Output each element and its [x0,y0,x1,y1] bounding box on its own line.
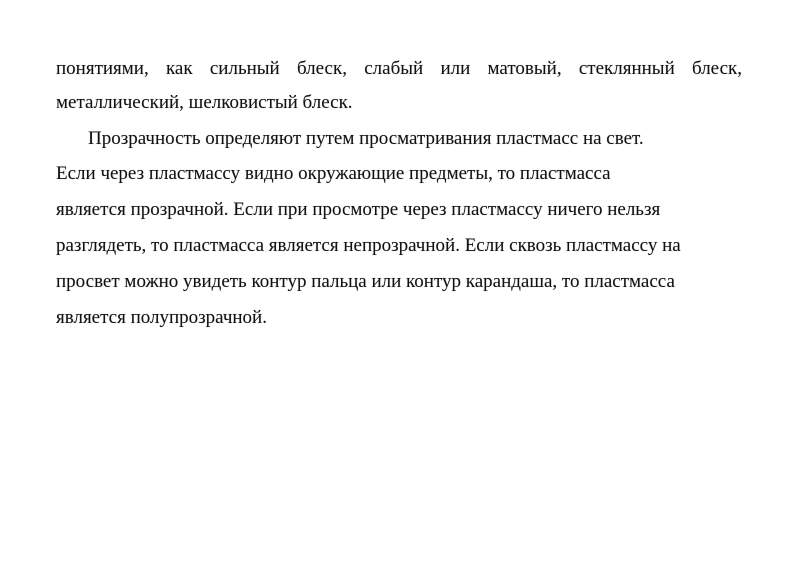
text-line: разглядеть, то пластмасса является непрозрачной. Если сквозь пластмассу на [56,235,681,256]
paragraph-first-line: Прозрачность определяют путем просматривания пластмасс на свет. [88,128,644,149]
text-line: просвет можно увидеть контур пальца или контур карандаша, то пластмасса [56,271,675,292]
text-line: Если через пластмассу видно окружающие предметы, то пластмасса [56,163,611,184]
text-line: является прозрачной. Если при просмотре через пластмассу ничего нельзя [56,199,661,220]
text-line: является полупрозрачной. [56,307,267,328]
text-line: понятиями, как сильный блеск, слабый или матовый, стеклянный блеск, [56,58,742,79]
text-line: металлический, шелковистый блеск. [56,92,353,113]
